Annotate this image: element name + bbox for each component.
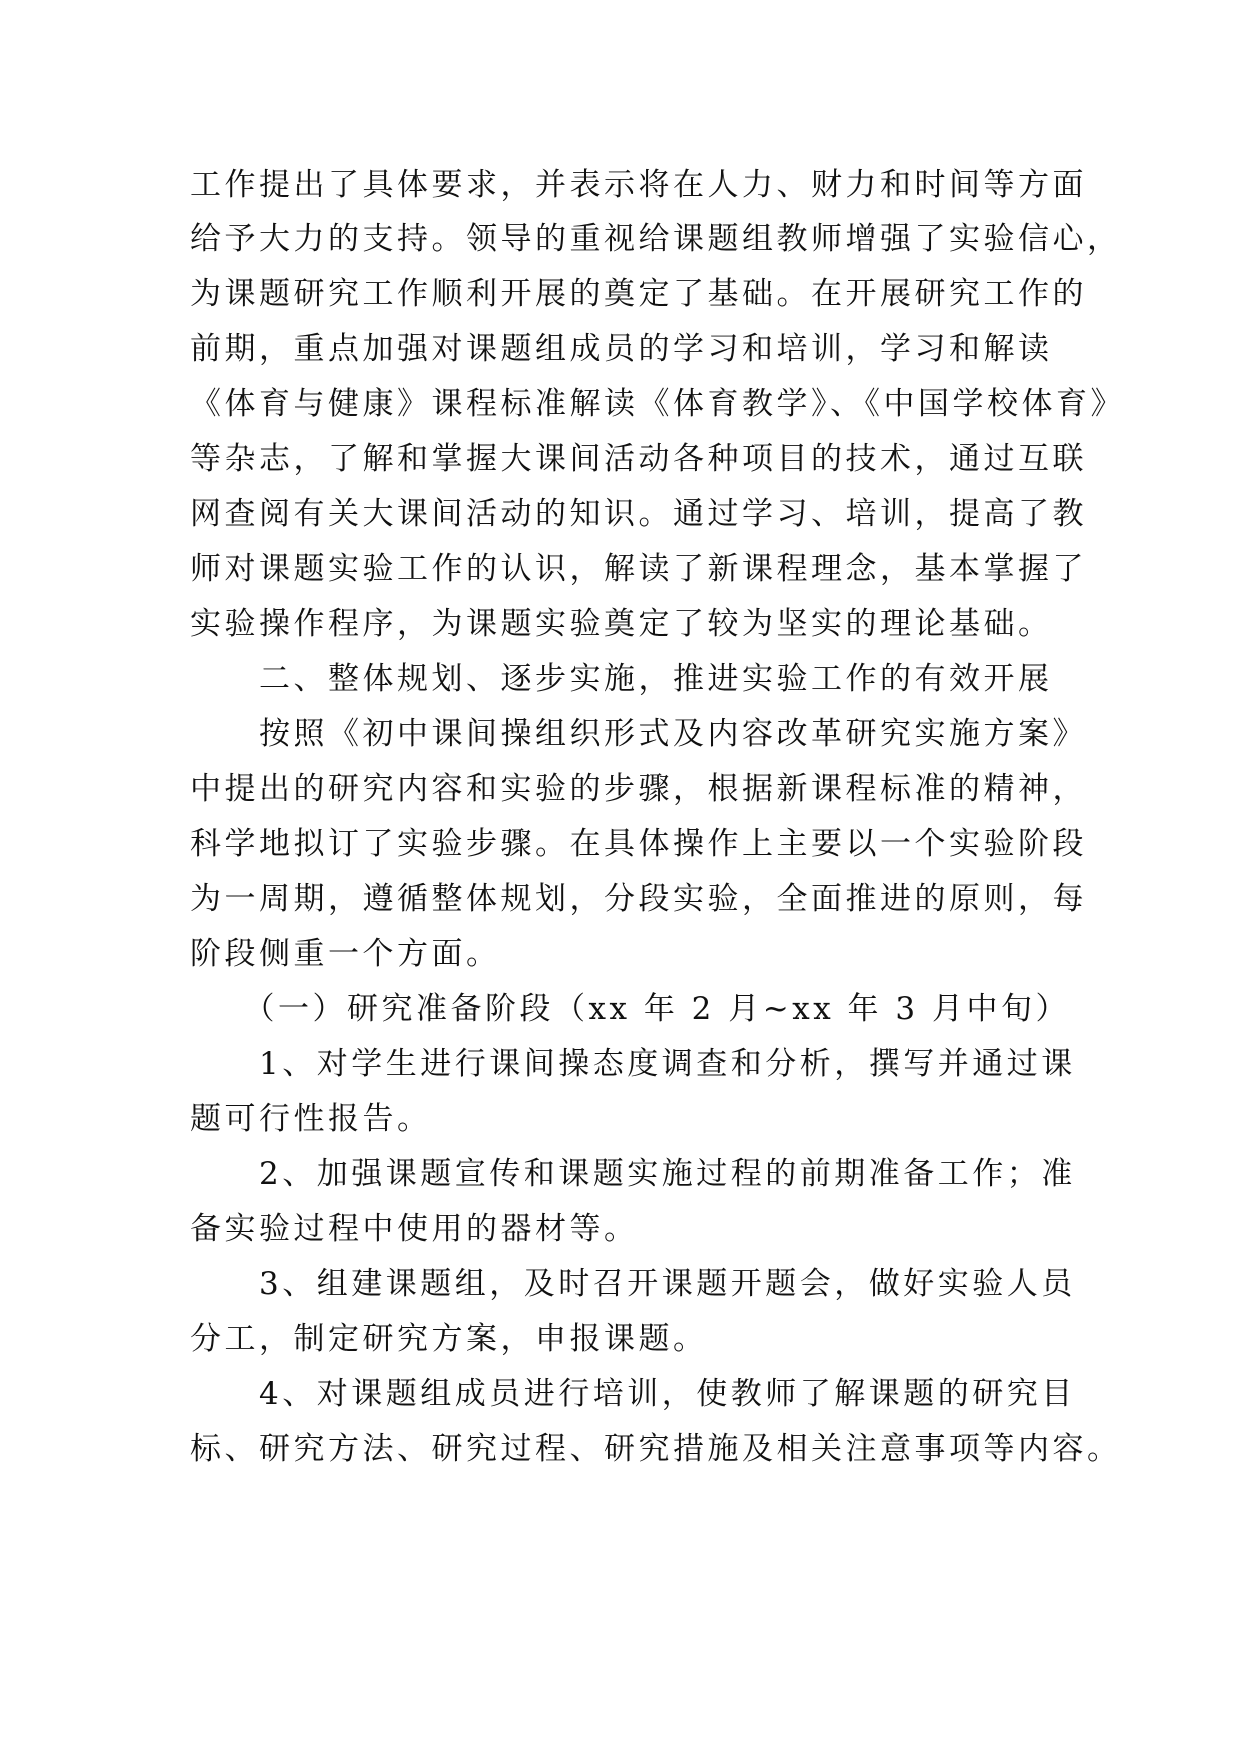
text-line: 为课题研究工作顺利开展的奠定了基础。在开展研究工作的 xyxy=(190,276,1087,312)
section-heading: 二、整体规划、逐步实施，推进实验工作的有效开展 xyxy=(190,661,1053,697)
text-line: 工作提出了具体要求，并表示将在人力、财力和时间等方面 xyxy=(190,167,1087,203)
list-item: 4、对课题组成员进行培训，使教师了解课题的研究目 xyxy=(190,1376,1076,1412)
text-line: 给予大力的支持。领导的重视给课题组教师增强了实验信心， xyxy=(190,221,1122,257)
text-line: 备实验过程中使用的器材等。 xyxy=(190,1211,639,1247)
text-line: 前期，重点加强对课题组成员的学习和培训，学习和解读 xyxy=(190,331,1053,367)
text-line: 阶段侧重一个方面。 xyxy=(190,936,501,972)
text-line: 标、研究方法、研究过程、研究措施及相关注意事项等内容。 xyxy=(190,1431,1122,1467)
text-line: 科学地拟订了实验步骤。在具体操作上主要以一个实验阶段 xyxy=(190,826,1087,862)
list-item: 3、组建课题组，及时召开课题开题会，做好实验人员 xyxy=(190,1266,1076,1302)
text-line: 实验操作程序，为课题实验奠定了较为坚实的理论基础。 xyxy=(190,606,1053,642)
text-line: 网查阅有关大课间活动的知识。通过学习、培训，提高了教 xyxy=(190,496,1087,532)
text-line: 按照《初中课间操组织形式及内容改革研究实施方案》 xyxy=(190,716,1087,752)
text-line: 师对课题实验工作的认识，解读了新课程理念，基本掌握了 xyxy=(190,551,1087,587)
text-line: 分工，制定研究方案，申报课题。 xyxy=(190,1321,708,1357)
subsection-heading: （一）研究准备阶段（xx 年 2 月~xx 年 3 月中旬） xyxy=(190,991,1070,1027)
text-line: 等杂志，了解和掌握大课间活动各种项目的技术，通过互联 xyxy=(190,441,1087,477)
text-line: 题可行性报告。 xyxy=(190,1101,432,1137)
list-item: 1、对学生进行课间操态度调查和分析，撰写并通过课 xyxy=(190,1046,1076,1082)
text-line: 《体育与健康》课程标准解读《体育教学》、《中国学校体育》 xyxy=(190,386,1125,422)
list-item: 2、加强课题宣传和课题实施过程的前期准备工作；准 xyxy=(190,1156,1076,1192)
text-line: 中提出的研究内容和实验的步骤，根据新课程标准的精神， xyxy=(190,771,1087,807)
text-line: 为一周期，遵循整体规划，分段实验，全面推进的原则，每 xyxy=(190,881,1087,917)
